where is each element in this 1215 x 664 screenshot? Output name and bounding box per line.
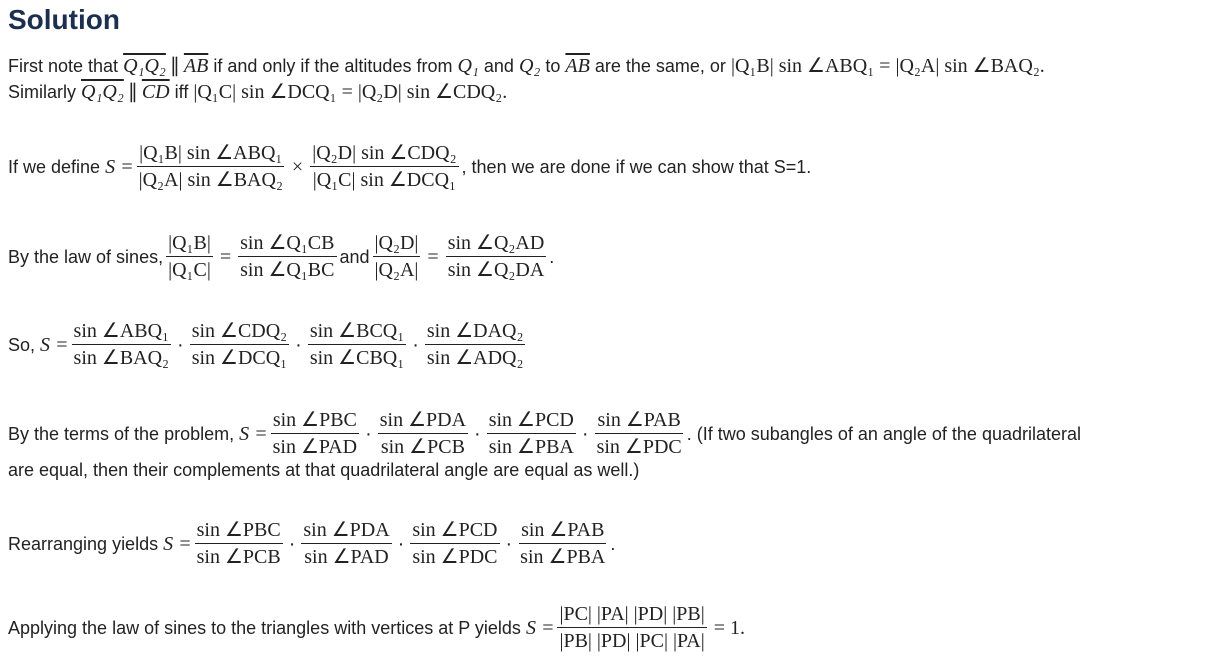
period: . xyxy=(610,533,616,554)
dot-operator: · xyxy=(288,532,296,555)
fraction xyxy=(166,230,213,283)
denominator: sin ∠PCB xyxy=(380,436,465,458)
text: and xyxy=(339,246,370,267)
fraction xyxy=(301,517,391,570)
paragraph-similarly xyxy=(8,80,507,104)
numerator: sin ∠PAB xyxy=(519,517,606,544)
text: . (If two subangles of an angle of the quadrilateral xyxy=(686,423,1082,444)
fraction xyxy=(410,517,499,570)
fraction xyxy=(557,601,706,654)
dot-operator: · xyxy=(581,422,589,445)
equals-one: = 1. xyxy=(713,616,745,639)
math-s-equals: S = xyxy=(239,422,268,445)
math-q1q2: Q₁Q₂ xyxy=(81,81,124,103)
math-ab: $\overline{AB}$ xyxy=(565,55,590,77)
denominator: |PB| |PD| |PC| |PA| xyxy=(559,630,705,652)
numerator: sin ∠Q₂AD xyxy=(446,230,547,257)
fraction xyxy=(310,140,458,193)
dot-operator: · xyxy=(365,422,372,445)
fraction xyxy=(518,517,607,570)
text: Applying the law of sines to the triangles with vertices at P yields xyxy=(8,617,521,638)
numerator: sin ∠PDA xyxy=(301,517,391,544)
fraction xyxy=(72,318,171,371)
math-s-equals: S = xyxy=(40,333,69,356)
fraction xyxy=(195,517,283,570)
denominator: |Q₂A| xyxy=(374,259,419,281)
numerator: sin ∠Q₁CB xyxy=(238,230,336,257)
denominator: sin ∠PDC xyxy=(412,546,498,568)
fraction xyxy=(137,140,285,193)
paragraph-define-s xyxy=(8,140,811,193)
fraction xyxy=(425,318,526,371)
denominator: sin ∠CBQ₁ xyxy=(309,347,405,369)
text: are equal, then their complements at that quadrilateral angle are equal as well.) xyxy=(8,460,640,480)
dot-operator: · xyxy=(474,422,481,445)
dot-operator: · xyxy=(412,333,419,356)
text: First note that xyxy=(8,56,119,76)
period: . xyxy=(549,246,555,267)
text: , then we are done if we can show that S=1. xyxy=(461,156,812,177)
numerator: sin ∠CDQ₂ xyxy=(190,318,289,345)
numerator: |Q₁B| xyxy=(166,230,213,257)
text: are the same, or xyxy=(594,56,726,76)
math-q2: Q₂ xyxy=(518,55,541,77)
times-sign: × xyxy=(291,155,304,178)
numerator: sin ∠PDA xyxy=(378,407,468,434)
fraction xyxy=(595,407,684,460)
paragraph-terms-of-problem xyxy=(8,407,1081,460)
denominator: sin ∠Q₁BC xyxy=(240,259,335,281)
text: So, xyxy=(8,334,36,355)
numerator: sin ∠PBC xyxy=(195,517,283,544)
numerator: |PC| |PA| |PD| |PB| xyxy=(557,601,706,628)
text: if and only if the altitudes from xyxy=(213,56,453,76)
numerator: sin ∠BCQ₁ xyxy=(308,318,406,345)
paragraph-law-of-sines xyxy=(8,230,554,283)
math-s-equals: S = xyxy=(525,616,555,639)
numerator: sin ∠ABQ₁ xyxy=(72,318,171,345)
denominator: |Q₁C| sin ∠DCQ₁ xyxy=(312,169,456,191)
math-s-equals: S = xyxy=(105,155,134,178)
math-equation: |Q₁C| sin ∠DCQ₁ = |Q₂D| sin ∠CDQ₂. xyxy=(193,81,508,103)
fraction xyxy=(446,230,547,283)
equals-sign: = xyxy=(427,245,439,268)
text: iff xyxy=(174,82,189,102)
denominator: sin ∠DCQ₁ xyxy=(191,347,288,369)
math-q1: Q₁ xyxy=(457,55,479,77)
math-s-equals: S = xyxy=(163,532,192,555)
numerator: sin ∠PBC xyxy=(271,407,359,434)
solution-heading: Solution xyxy=(8,4,120,35)
numerator: |Q₂D| sin ∠CDQ₂ xyxy=(310,140,458,167)
numerator: sin ∠DAQ₂ xyxy=(425,318,526,345)
math-parallel: ∥ xyxy=(169,55,180,77)
fraction xyxy=(271,407,359,460)
paragraph-applying-law-of-sines xyxy=(8,601,745,654)
text: Rearranging yields xyxy=(8,533,159,554)
dot-operator: · xyxy=(295,333,302,356)
denominator: |Q₁C| xyxy=(168,259,211,281)
fraction xyxy=(378,407,468,460)
math-ab: $\overline{AB}$ xyxy=(183,55,209,77)
fraction xyxy=(190,318,289,371)
numerator: sin ∠PCD xyxy=(487,407,576,434)
dot-operator: · xyxy=(177,333,184,356)
dot-operator: · xyxy=(505,532,513,555)
numerator: |Q₁B| sin ∠ABQ₁ xyxy=(137,140,284,167)
math-q1q2: Q₁Q₂ xyxy=(123,55,166,77)
denominator: sin ∠PDC xyxy=(596,436,682,458)
denominator: sin ∠PAD xyxy=(304,546,389,568)
text: By the law of sines, xyxy=(8,246,164,267)
denominator: |Q₂A| sin ∠BAQ₂ xyxy=(138,169,283,191)
text: and xyxy=(483,56,514,76)
paragraph-so-s xyxy=(8,318,528,371)
equals-sign: = xyxy=(219,245,232,268)
text: If we define xyxy=(8,156,101,177)
text: By the terms of the problem, xyxy=(8,423,235,444)
paragraph-parallel-condition xyxy=(8,54,1045,78)
fraction xyxy=(308,318,406,371)
fraction xyxy=(373,230,421,283)
numerator: |Q₂D| xyxy=(373,230,421,257)
denominator: sin ∠Q₂DA xyxy=(447,259,545,281)
text: to xyxy=(545,56,561,76)
paragraph-rearranging xyxy=(8,517,615,570)
dot-operator: · xyxy=(397,532,405,555)
numerator: sin ∠PCD xyxy=(410,517,499,544)
paragraph-terms-continuation xyxy=(8,458,639,482)
text: Similarly xyxy=(8,82,77,102)
denominator: sin ∠PAD xyxy=(272,436,358,458)
math-cd: $\overline{CD}$ xyxy=(141,81,170,103)
denominator: sin ∠BAQ₂ xyxy=(73,347,170,369)
denominator: sin ∠PBA xyxy=(488,436,574,458)
denominator: sin ∠PBA xyxy=(520,546,606,568)
fraction xyxy=(487,407,576,460)
denominator: sin ∠PCB xyxy=(196,546,281,568)
math-equation: |Q₁B| sin ∠ABQ₁ = |Q₂A| sin ∠BAQ₂. xyxy=(730,55,1045,77)
math-parallel: ∥ xyxy=(127,81,138,103)
denominator: sin ∠ADQ₂ xyxy=(426,347,524,369)
fraction xyxy=(238,230,336,283)
numerator: sin ∠PAB xyxy=(595,407,682,434)
